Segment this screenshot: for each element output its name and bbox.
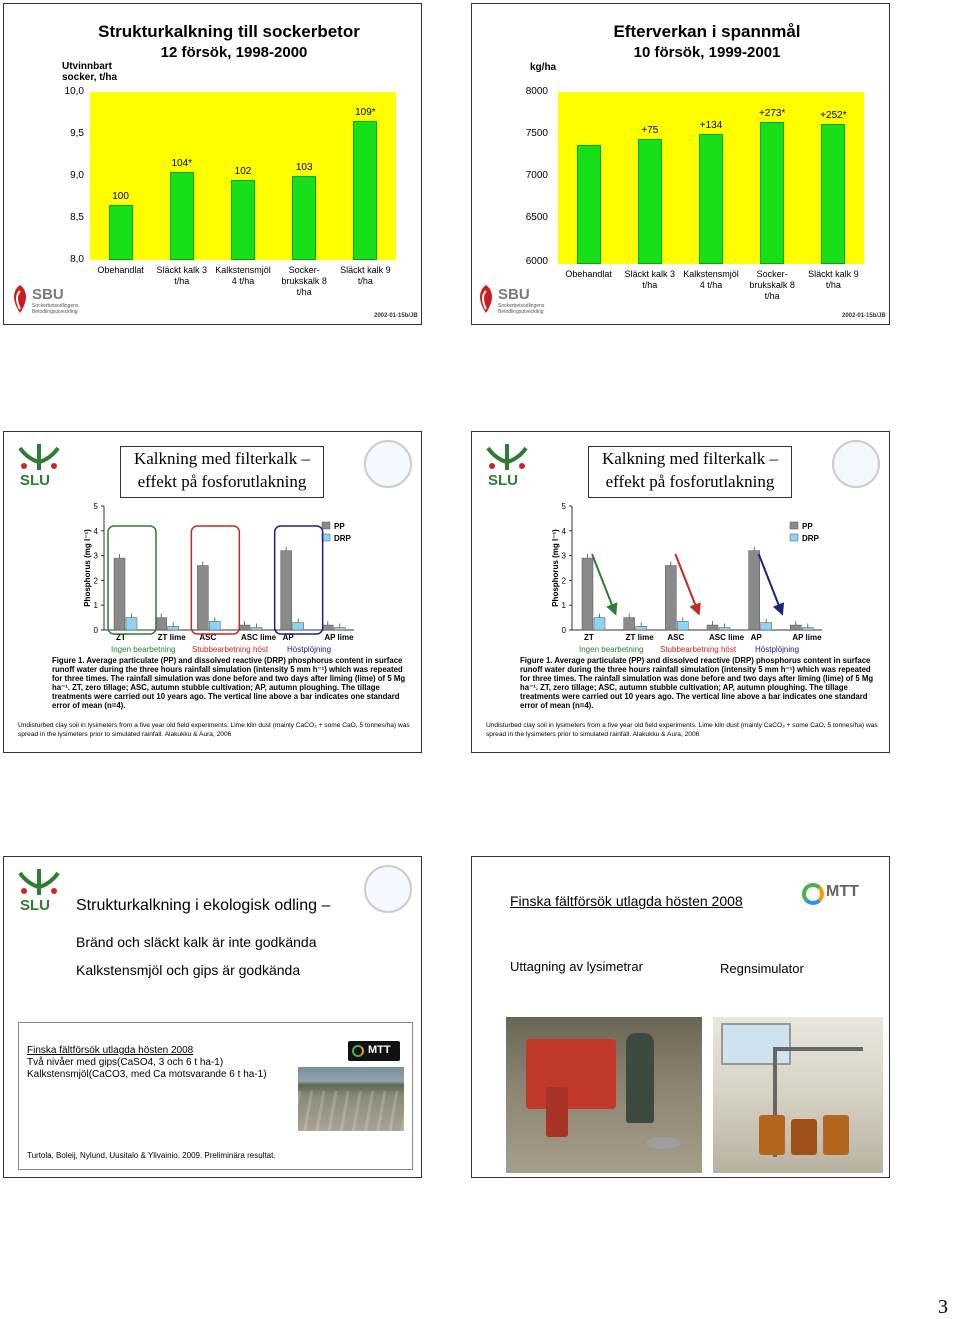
slide4-caption: Undisturbed clay soil in lysimeters from a five year old field experiments. Lime kiln dust (mainly CaCO₃ + some CaO, 5 tonnes/ha) was spread in the lysimeters prior to simulated rainfall. Alakukku & Aura, 2006 <box>486 722 878 738</box>
y-tick-label: 1 <box>561 601 566 611</box>
slide3-figure-caption: Figure 1. Average particulate (PP) and dissolved reactive (DRP) phosphorus content in surface runoff water during the three hours rainfall simulation (intensity 5 mm h⁻¹) which was repeated for three times. The rainfall simulation was done before and two days after liming (lime) of 5 Mg ha⁻¹. ZT, zero tillage; ASC, autumn stubble cultivation; AP, autumn ploughing. The tillage treatments were carried out 10 years ago. The vertical line above a bar indicates one standard error of mean (n=4). <box>52 656 406 710</box>
group-label: Ingen bearbetning <box>579 645 644 654</box>
label-lysimeter: Uttagning av lysimetrar <box>510 959 643 974</box>
y-tick-label: 5 <box>561 502 566 511</box>
lysimeter-column <box>759 1115 785 1155</box>
lysimeter-column <box>823 1115 849 1155</box>
sbu-logo <box>476 283 556 319</box>
legend-swatch <box>790 534 798 541</box>
category-label: ZT <box>584 633 594 642</box>
slide1-ylabel: Utvinnbart socker, t/ha <box>62 61 118 83</box>
slide4-figure-caption: Figure 1. Average particulate (PP) and dissolved reactive (DRP) phosphorus content in surface runoff water during the three hours rainfall simulation (intensity 5 mm h⁻¹) which was repeated for three times. The rainfall simulation was done before and two days after liming (lime) of 5 Mg ha⁻¹. ZT, zero tillage; ASC, autumn stubble cultivation; AP, autumn ploughing. The tillage treatments were carried out 10 years ago. The vertical line above a bar indicates one standard error of mean (n=4). <box>520 656 874 710</box>
slide1-date: 2002-01-15b/JB <box>374 313 418 319</box>
lysimeter-column <box>791 1119 817 1155</box>
y-tick-label: 3 <box>561 551 566 561</box>
slide-finska <box>471 856 890 1178</box>
field-rows <box>298 1091 404 1131</box>
legend-label: DRP <box>334 534 351 543</box>
trend-arrow <box>675 554 697 610</box>
slide6-title: Finska fältförsök utlagda hösten 2008 <box>510 893 743 909</box>
group-label: Höstplöjning <box>287 645 332 654</box>
slide1-subtitle: 12 försök, 1998-2000 <box>160 44 308 61</box>
slide4-title-line1: Kalkning med filterkalk – <box>601 449 779 468</box>
field-photo <box>298 1067 404 1131</box>
slu-logo <box>16 867 62 913</box>
phosphorus-bar <box>665 566 676 630</box>
y-tick-label: 5 <box>93 502 98 511</box>
phosphorus-bar <box>582 558 593 630</box>
slu-logo-text: SLU <box>488 472 518 489</box>
bar-label: 100 <box>112 191 129 203</box>
y-tick-label: 4 <box>561 526 566 536</box>
phosphorus-bar <box>719 628 730 630</box>
ytick: 7000 <box>525 170 548 181</box>
slu-logo <box>484 442 530 488</box>
category-label: ZT <box>116 633 126 642</box>
bar <box>699 134 723 264</box>
bar <box>231 180 255 260</box>
badge-icon <box>364 440 412 488</box>
bar-label: 102 <box>234 166 252 178</box>
y-tick-label: 0 <box>561 626 566 635</box>
ytick: 7500 <box>525 128 548 139</box>
mtt-swirl-icon <box>802 883 824 905</box>
y-tick-label: 2 <box>561 576 566 586</box>
category-label: Kalkstensmjöl 4 t/ha <box>215 265 271 286</box>
y-tick-label: 2 <box>93 576 98 586</box>
phosphorus-bar <box>251 628 262 630</box>
phosphorus-bar <box>156 618 167 630</box>
ytick: 8000 <box>525 86 548 97</box>
phosphorus-bar <box>749 551 760 630</box>
category-label: Släckt kalk 9 t/ha <box>340 265 391 286</box>
phosphorus-bar <box>802 628 813 630</box>
phosphorus-bar <box>293 623 304 630</box>
phosphorus-bar <box>197 566 208 630</box>
bar-label: +75 <box>641 124 659 136</box>
slide4-phosphorus-chart <box>472 498 890 658</box>
bar <box>638 139 662 264</box>
phosphorus-bar <box>239 625 250 630</box>
ytick: 8,5 <box>70 212 84 223</box>
bar-label: +252* <box>820 109 847 121</box>
phosphorus-bar <box>677 621 688 630</box>
category-label: Släckt kalk 3 t/ha <box>156 265 208 286</box>
legend-label: DRP <box>802 534 819 543</box>
bar <box>353 121 377 260</box>
inset-footer: Turtola, Boleij, Nylund, Uusitalo & Ylivainio. 2009. Preliminära resultat. <box>27 1151 276 1160</box>
mtt-logo-text: MTT <box>826 883 859 900</box>
phosphorus-bar <box>594 618 605 630</box>
category-label: ZT lime <box>157 633 186 642</box>
inset-line2: Kalkstensmjöl(CaCO3, med Ca motsvarande 6 t ha-1) <box>27 1069 267 1080</box>
category-label: ASC lime <box>709 633 745 642</box>
bar-label: 103 <box>295 162 313 173</box>
mtt-logo <box>802 879 872 909</box>
bar <box>170 172 194 260</box>
phosphorus-bar <box>281 551 292 630</box>
mtt-logo-small <box>348 1041 400 1061</box>
legend-swatch <box>790 522 798 529</box>
slu-logo <box>16 442 62 488</box>
sbu-logo-icon <box>476 283 496 315</box>
bar-label: 104* <box>171 157 193 169</box>
rig-frame <box>773 1047 863 1051</box>
y-tick-label: 3 <box>93 551 98 561</box>
slide2-title: Efterverkan i spannmål <box>613 22 801 41</box>
phosphorus-bar <box>168 626 179 630</box>
bar <box>760 122 784 264</box>
ytick: 9,5 <box>70 128 84 139</box>
slide-filterkalk-1 <box>3 431 422 753</box>
category-label: Släckt kalk 9 t/ha <box>808 269 859 290</box>
slide-sugar-beet <box>3 3 422 325</box>
category-label: Släckt kalk 3 t/ha <box>624 269 676 290</box>
phosphorus-bar <box>126 618 137 630</box>
slide5-heading: Strukturkalkning i ekologisk odling – <box>76 897 331 914</box>
slide4-title-line2: effekt på fosforutlakning <box>605 472 775 491</box>
sbu-logo-icon <box>10 283 30 315</box>
y-tick-label: 1 <box>93 601 98 611</box>
phosphorus-bar <box>209 621 220 630</box>
inset-title: Finska fältförsök utlagda hösten 2008 <box>27 1045 194 1056</box>
sbu-logo-text: SBU <box>32 286 64 303</box>
slide2-subtitle: 10 försök, 1999-2001 <box>633 44 781 61</box>
slu-leaf-icon <box>16 867 62 897</box>
category-label: AP <box>750 633 762 642</box>
slide-filterkalk-2 <box>471 431 890 753</box>
legend-label: PP <box>334 522 345 531</box>
category-label: ASC <box>199 633 217 642</box>
mtt-logo-text: MTT <box>368 1044 391 1056</box>
soil-core <box>646 1137 680 1149</box>
trend-arrow <box>759 554 781 610</box>
phosphorus-bar <box>636 626 647 630</box>
group-label: Höstplöjning <box>755 645 800 654</box>
machine-shape <box>546 1087 568 1137</box>
bar <box>577 145 601 264</box>
y-axis-label: Phosphorus (mg l⁻¹) <box>83 529 92 607</box>
phosphorus-bar <box>707 625 718 630</box>
slide4-title-box <box>588 446 792 498</box>
bar <box>109 205 133 260</box>
slide3-caption: Undisturbed clay soil in lysimeters from a five year old field experiments. Lime kiln dust (mainly CaCO₃ + some CaO, 5 tonnes/ha) was spread in the lysimeters prior to simulated rainfall. Alakukku & Aura, 2006 <box>18 722 410 738</box>
slide3-title-line1: Kalkning med filterkalk – <box>133 449 311 468</box>
slide-ekologisk <box>3 856 422 1178</box>
lysimeter-photo <box>506 1017 702 1173</box>
phosphorus-bar <box>322 625 333 630</box>
category-label: Socker-brukskalk 8 t/ha <box>281 265 327 297</box>
phosphorus-bar <box>114 558 125 630</box>
mtt-swirl-icon <box>352 1045 364 1057</box>
slide3-title-line2: effekt på fosforutlakning <box>137 472 307 491</box>
y-axis-label: Phosphorus (mg l⁻¹) <box>551 529 560 607</box>
ytick: 6000 <box>525 256 548 267</box>
phosphorus-bar <box>790 625 801 630</box>
badge-icon <box>832 440 880 488</box>
sbu-logo-sub: Sockerbetsodlingens Betodlingsutveckling <box>32 303 79 315</box>
ytick: 9,0 <box>70 170 84 181</box>
sbu-logo-text: SBU <box>498 286 530 303</box>
slide5-line1: Bränd och släckt kalk är inte godkända <box>76 934 317 950</box>
ytick: 8,0 <box>70 254 84 265</box>
slide2-date: 2002-01-15b/JB <box>842 313 886 319</box>
legend-swatch <box>322 522 330 529</box>
category-label: Obehandlat <box>97 265 144 275</box>
category-label: ZT lime <box>625 633 654 642</box>
category-label: Kalkstensmjöl 4 t/ha <box>683 269 739 290</box>
slide1-title: Strukturkalkning till sockerbetor <box>98 22 360 41</box>
slu-logo-text: SLU <box>20 897 50 914</box>
category-label: Socker-brukskalk 8 t/ha <box>749 269 795 301</box>
phosphorus-bar <box>334 628 345 630</box>
label-rain-simulator: Regnsimulator <box>720 961 804 976</box>
inset-line1: Två nivåer med gips(CaSO4, 3 och 6 t ha-1) <box>27 1057 224 1068</box>
slu-logo-text: SLU <box>20 472 50 489</box>
rain-simulator-photo <box>713 1017 883 1173</box>
sbu-logo <box>10 283 90 319</box>
y-tick-label: 0 <box>93 626 98 635</box>
bar <box>292 176 316 260</box>
phosphorus-bar <box>761 623 772 630</box>
group-label: Stubbearbetning höst <box>192 645 269 654</box>
slide3-phosphorus-chart <box>4 498 422 658</box>
machine-shape <box>526 1039 616 1109</box>
category-label: ASC lime <box>241 633 277 642</box>
category-label: AP lime <box>792 633 822 642</box>
slu-leaf-icon <box>484 442 530 472</box>
y-tick-label: 4 <box>93 526 98 536</box>
slide5-inset <box>18 1022 413 1170</box>
badge-icon <box>364 865 412 913</box>
bar-label: +134 <box>699 119 723 131</box>
phosphorus-bar <box>624 618 635 630</box>
legend-label: PP <box>802 522 813 531</box>
trend-arrow <box>592 554 614 610</box>
slide2-ylabel: kg/ha <box>530 62 557 73</box>
category-label: ASC <box>667 633 685 642</box>
group-label: Ingen bearbetning <box>111 645 176 654</box>
slide-cereals <box>471 3 890 325</box>
group-label: Stubbearbetning höst <box>660 645 737 654</box>
category-label: AP <box>282 633 294 642</box>
bar-label: 109* <box>355 107 376 119</box>
slide3-title-box <box>120 446 324 498</box>
slide5-line2: Kalkstensmjöl och gips är godkända <box>76 962 301 978</box>
category-label: AP lime <box>324 633 354 642</box>
bar <box>821 124 845 264</box>
page-number: 3 <box>938 1296 948 1318</box>
category-label: Obehandlat <box>565 269 612 279</box>
sbu-logo-sub: Sockerbetsodlingens Betodlingsutveckling <box>498 303 545 315</box>
slu-leaf-icon <box>16 442 62 472</box>
ytick: 6500 <box>525 212 548 223</box>
ytick: 10,0 <box>64 86 84 97</box>
person-shape <box>626 1033 654 1123</box>
bar-label: +273* <box>758 107 786 119</box>
window-shape <box>721 1023 791 1065</box>
